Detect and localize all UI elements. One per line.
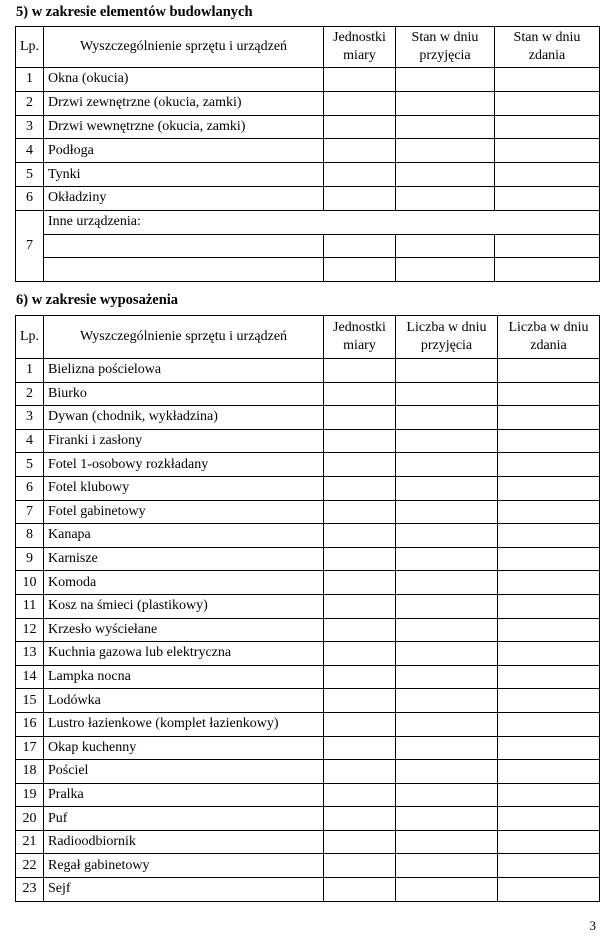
row-number: 2 xyxy=(16,91,44,115)
state-out-cell xyxy=(495,68,600,92)
item-name: Pościel xyxy=(44,760,324,784)
item-name: Regał gabinetowy xyxy=(44,854,324,878)
unit-cell xyxy=(324,453,396,477)
count-in-cell xyxy=(396,406,498,430)
row-number: 3 xyxy=(16,115,44,139)
row-number: 6 xyxy=(16,476,44,500)
table-row xyxy=(16,736,600,760)
page-number: 3 xyxy=(589,918,596,933)
equipment-rows xyxy=(16,359,600,902)
item-name: Kosz na śmieci (plastikowy) xyxy=(44,594,324,618)
section-6-title: 6) w zakresie wyposażenia xyxy=(16,292,179,308)
item-name: Komoda xyxy=(44,571,324,595)
header-item: Wyszczególnienie sprzętu i urządzeń xyxy=(44,27,324,68)
unit-cell xyxy=(324,547,396,571)
table-row xyxy=(16,186,600,210)
row-number: 3 xyxy=(16,406,44,430)
header-unit: Jednostki miary xyxy=(324,316,396,359)
unit-cell xyxy=(324,689,396,713)
table-row xyxy=(16,594,600,618)
row-number: 23 xyxy=(16,878,44,902)
unit-cell xyxy=(324,854,396,878)
count-out-cell xyxy=(498,594,600,618)
count-in-cell xyxy=(396,476,498,500)
item-name: Fotel gabinetowy xyxy=(44,500,324,524)
count-out-cell xyxy=(498,854,600,878)
unit-cell xyxy=(324,429,396,453)
item-name-blank xyxy=(44,234,324,258)
row-number: 18 xyxy=(16,760,44,784)
count-out-cell xyxy=(498,359,600,383)
unit-cell xyxy=(324,115,396,139)
count-in-cell xyxy=(396,547,498,571)
item-name: Kuchnia gazowa lub elektryczna xyxy=(44,642,324,666)
count-out-cell xyxy=(498,453,600,477)
count-in-cell xyxy=(396,359,498,383)
count-out-cell xyxy=(498,547,600,571)
table-row xyxy=(16,878,600,902)
table-row xyxy=(16,783,600,807)
row-number: 5 xyxy=(16,453,44,477)
table-row xyxy=(16,854,600,878)
count-in-cell xyxy=(396,854,498,878)
table-row xyxy=(16,163,600,187)
count-out-cell xyxy=(498,524,600,548)
row-number: 13 xyxy=(16,642,44,666)
row-number: 6 xyxy=(16,186,44,210)
row-number: 9 xyxy=(16,547,44,571)
item-name: Kanapa xyxy=(44,524,324,548)
item-name: Bielizna pościelowa xyxy=(44,359,324,383)
row-number: 19 xyxy=(16,783,44,807)
state-in-cell xyxy=(396,115,495,139)
unit-cell xyxy=(324,258,396,282)
header-state-in: Stan w dniu przyjęcia xyxy=(396,27,495,68)
unit-cell xyxy=(324,594,396,618)
header-state-out: Stan w dniu zdania xyxy=(495,27,600,68)
table-row-blank xyxy=(16,258,600,282)
count-in-cell xyxy=(396,571,498,595)
header-item: Wyszczególnienie sprzętu i urządzeń xyxy=(44,316,324,359)
building-elements-rows xyxy=(16,68,600,282)
table-row xyxy=(16,547,600,571)
row-number: 4 xyxy=(16,139,44,163)
state-in-cell xyxy=(396,258,495,282)
equipment-table xyxy=(15,315,600,902)
unit-cell xyxy=(324,163,396,187)
count-out-cell xyxy=(498,689,600,713)
section-5-title: 5) w zakresie elementów budowlanych xyxy=(16,4,253,20)
item-name: Drzwi zewnętrzne (okucia, zamki) xyxy=(44,91,324,115)
table-row xyxy=(16,689,600,713)
count-out-cell xyxy=(498,807,600,831)
unit-cell xyxy=(324,830,396,854)
count-in-cell xyxy=(396,665,498,689)
item-name: Puf xyxy=(44,807,324,831)
unit-cell xyxy=(324,186,396,210)
item-name: Tynki xyxy=(44,163,324,187)
count-in-cell xyxy=(396,830,498,854)
table-row xyxy=(16,760,600,784)
row-number: 22 xyxy=(16,854,44,878)
table-row xyxy=(16,406,600,430)
count-in-cell xyxy=(396,429,498,453)
building-elements-table xyxy=(15,26,600,282)
table-row-other xyxy=(16,210,600,234)
table-row xyxy=(16,91,600,115)
item-name: Radioodbiornik xyxy=(44,830,324,854)
count-out-cell xyxy=(498,878,600,902)
unit-cell xyxy=(324,642,396,666)
row-number: 7 xyxy=(16,500,44,524)
state-in-cell xyxy=(396,186,495,210)
table-row xyxy=(16,429,600,453)
row-number: 8 xyxy=(16,524,44,548)
table-row xyxy=(16,665,600,689)
count-in-cell xyxy=(396,736,498,760)
unit-cell xyxy=(324,783,396,807)
count-out-cell xyxy=(498,760,600,784)
state-in-cell xyxy=(396,163,495,187)
table-row xyxy=(16,382,600,406)
state-out-cell xyxy=(495,163,600,187)
row-number: 4 xyxy=(16,429,44,453)
table-row-blank xyxy=(16,234,600,258)
item-name: Fotel 1-osobowy rozkładany xyxy=(44,453,324,477)
table-row xyxy=(16,618,600,642)
count-in-cell xyxy=(396,618,498,642)
count-in-cell xyxy=(396,382,498,406)
count-in-cell xyxy=(396,453,498,477)
unit-cell xyxy=(324,712,396,736)
item-name: Dywan (chodnik, wykładzina) xyxy=(44,406,324,430)
item-name: Krzesło wyściełane xyxy=(44,618,324,642)
unit-cell xyxy=(324,760,396,784)
row-number: 1 xyxy=(16,68,44,92)
item-name: Okna (okucia) xyxy=(44,68,324,92)
count-out-cell xyxy=(498,476,600,500)
header-lp: Lp. xyxy=(16,27,44,68)
state-out-cell xyxy=(495,258,600,282)
row-number: 1 xyxy=(16,359,44,383)
state-in-cell xyxy=(396,91,495,115)
item-name: Drzwi wewnętrzne (okucia, zamki) xyxy=(44,115,324,139)
unit-cell xyxy=(324,878,396,902)
count-out-cell xyxy=(498,830,600,854)
unit-cell xyxy=(324,571,396,595)
unit-cell xyxy=(324,234,396,258)
row-number: 2 xyxy=(16,382,44,406)
count-out-cell xyxy=(498,642,600,666)
state-out-cell xyxy=(495,91,600,115)
item-name: Podłoga xyxy=(44,139,324,163)
header-count-out: Liczba w dniu zdania xyxy=(498,316,600,359)
item-name: Fotel klubowy xyxy=(44,476,324,500)
count-out-cell xyxy=(498,500,600,524)
state-out-cell xyxy=(495,186,600,210)
table-row xyxy=(16,807,600,831)
count-out-cell xyxy=(498,571,600,595)
count-out-cell xyxy=(498,783,600,807)
count-in-cell xyxy=(396,760,498,784)
count-in-cell xyxy=(396,524,498,548)
count-in-cell xyxy=(396,783,498,807)
count-in-cell xyxy=(396,594,498,618)
table-row xyxy=(16,830,600,854)
item-name-blank xyxy=(44,258,324,282)
row-number: 10 xyxy=(16,571,44,595)
table-row xyxy=(16,453,600,477)
item-name: Pralka xyxy=(44,783,324,807)
unit-cell xyxy=(324,665,396,689)
item-name: Lampka nocna xyxy=(44,665,324,689)
table-row xyxy=(16,500,600,524)
count-out-cell xyxy=(498,712,600,736)
count-in-cell xyxy=(396,500,498,524)
table-row xyxy=(16,476,600,500)
row-number: 14 xyxy=(16,665,44,689)
count-out-cell xyxy=(498,429,600,453)
header-unit: Jednostki miary xyxy=(324,27,396,68)
item-name: Firanki i zasłony xyxy=(44,429,324,453)
row-number: 20 xyxy=(16,807,44,831)
unit-cell xyxy=(324,807,396,831)
row-number: 7 xyxy=(16,210,44,281)
item-name: Lustro łazienkowe (komplet łazienkowy) xyxy=(44,712,324,736)
row-number: 15 xyxy=(16,689,44,713)
item-name: Okap kuchenny xyxy=(44,736,324,760)
count-in-cell xyxy=(396,878,498,902)
count-out-cell xyxy=(498,382,600,406)
count-out-cell xyxy=(498,406,600,430)
table-row xyxy=(16,571,600,595)
item-name: Lodówka xyxy=(44,689,324,713)
table-row xyxy=(16,524,600,548)
item-name: Okładziny xyxy=(44,186,324,210)
state-in-cell xyxy=(396,68,495,92)
item-name: Biurko xyxy=(44,382,324,406)
count-out-cell xyxy=(498,736,600,760)
other-devices-label: Inne urządzenia: xyxy=(44,210,600,234)
unit-cell xyxy=(324,68,396,92)
unit-cell xyxy=(324,91,396,115)
state-in-cell xyxy=(396,139,495,163)
unit-cell xyxy=(324,382,396,406)
state-out-cell xyxy=(495,234,600,258)
unit-cell xyxy=(324,359,396,383)
count-out-cell xyxy=(498,618,600,642)
state-out-cell xyxy=(495,115,600,139)
unit-cell xyxy=(324,500,396,524)
header-lp: Lp. xyxy=(16,316,44,359)
state-out-cell xyxy=(495,139,600,163)
row-number: 21 xyxy=(16,830,44,854)
unit-cell xyxy=(324,524,396,548)
row-number: 16 xyxy=(16,712,44,736)
row-number: 11 xyxy=(16,594,44,618)
row-number: 5 xyxy=(16,163,44,187)
item-name: Karnisze xyxy=(44,547,324,571)
state-in-cell xyxy=(396,234,495,258)
table-row xyxy=(16,68,600,92)
table-row xyxy=(16,642,600,666)
row-number: 17 xyxy=(16,736,44,760)
table-row xyxy=(16,359,600,383)
unit-cell xyxy=(324,406,396,430)
table-row xyxy=(16,115,600,139)
unit-cell xyxy=(324,139,396,163)
count-in-cell xyxy=(396,689,498,713)
count-in-cell xyxy=(396,712,498,736)
table-row xyxy=(16,712,600,736)
unit-cell xyxy=(324,736,396,760)
row-number: 12 xyxy=(16,618,44,642)
item-name: Sejf xyxy=(44,878,324,902)
unit-cell xyxy=(324,618,396,642)
header-count-in: Liczba w dniu przyjęcia xyxy=(396,316,498,359)
count-out-cell xyxy=(498,665,600,689)
unit-cell xyxy=(324,476,396,500)
count-in-cell xyxy=(396,642,498,666)
count-in-cell xyxy=(396,807,498,831)
table-row xyxy=(16,139,600,163)
